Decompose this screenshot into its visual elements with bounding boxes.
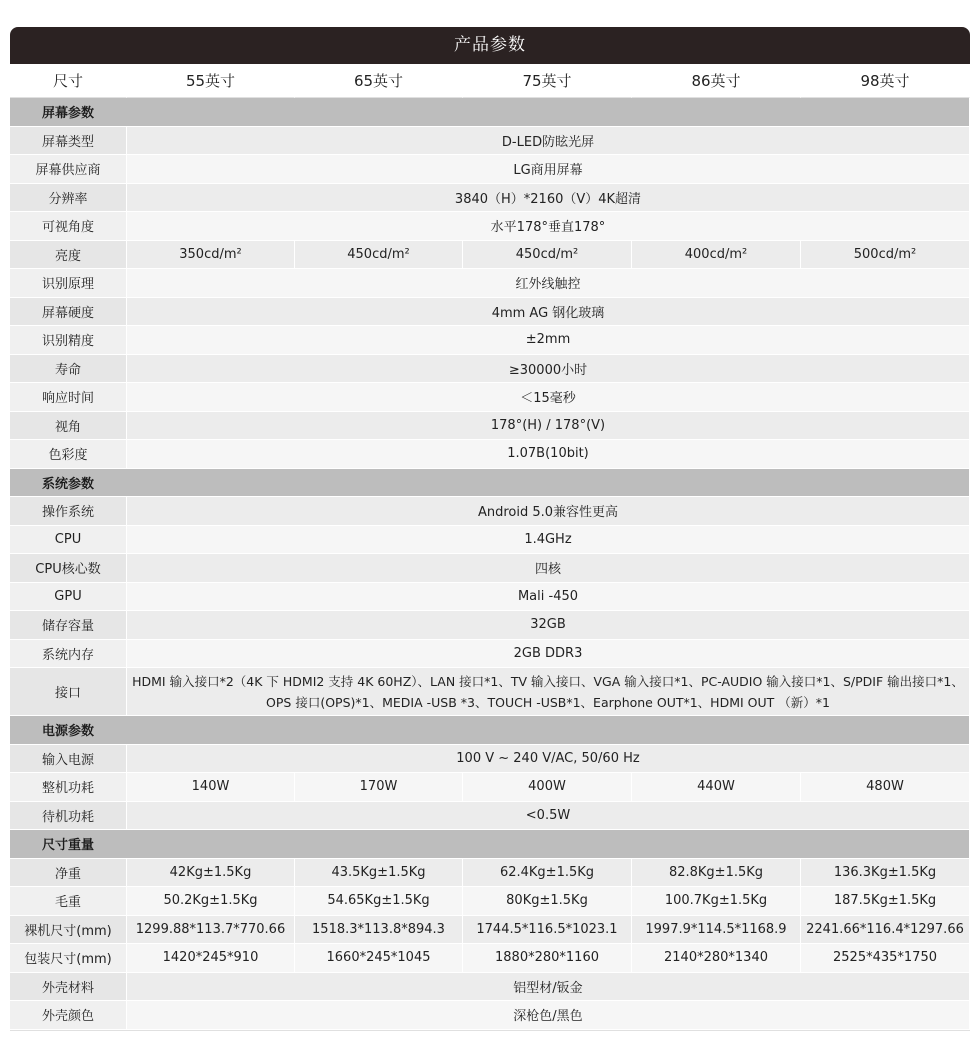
spec-row <box>10 773 970 802</box>
spec-value: HDMI 输入接口*2（4K 下 HDMI2 支持 4K 60HZ）、LAN 接口*1、TV 输入接口、VGA 输入接口*1、PC-AUDIO 输入接口*1、S/PDIF 输出接口*1、OPS 接口(OPS)*1、MEDIA -USB *3、TOUCH -USB*1、Earphone OUT*1、HDMI OUT （新）*1 <box>127 668 970 716</box>
spec-label: 系统内存 <box>10 640 127 669</box>
spec-value: 2GB DDR3 <box>127 640 970 669</box>
spec-value: 187.5Kg±1.5Kg <box>801 887 970 916</box>
spec-value: 400cd/m² <box>632 241 801 270</box>
spec-value: Mali -450 <box>127 583 970 612</box>
spec-label: 整机功耗 <box>10 773 127 802</box>
bottom-rule <box>10 1030 970 1031</box>
spec-label: 操作系统 <box>10 497 127 526</box>
spec-label: 识别精度 <box>10 326 127 355</box>
spec-label: 待机功耗 <box>10 802 127 831</box>
spec-value: 4mm AG 钢化玻璃 <box>127 298 970 327</box>
section-title: 系统参数 <box>10 469 970 498</box>
spec-value: 100.7Kg±1.5Kg <box>632 887 801 916</box>
spec-value: <0.5W <box>127 802 970 831</box>
spec-label: 屏幕硬度 <box>10 298 127 327</box>
spec-label: 响应时间 <box>10 383 127 412</box>
spec-label: 视角 <box>10 412 127 441</box>
spec-row <box>10 412 970 441</box>
spec-row <box>10 859 970 888</box>
spec-label: 分辨率 <box>10 184 127 213</box>
spec-value: 深枪色/黑色 <box>127 1001 970 1030</box>
spec-value: 500cd/m² <box>801 241 970 270</box>
spec-label: 毛重 <box>10 887 127 916</box>
spec-row <box>10 802 970 831</box>
section-title: 电源参数 <box>10 716 970 745</box>
section-title: 尺寸重量 <box>10 830 970 859</box>
spec-row <box>10 887 970 916</box>
spec-value: ＜15毫秒 <box>127 383 970 412</box>
spec-row <box>10 583 970 612</box>
spec-value: 62.4Kg±1.5Kg <box>463 859 632 888</box>
spec-value: 1299.88*113.7*770.66 <box>127 916 295 945</box>
spec-value: 82.8Kg±1.5Kg <box>632 859 801 888</box>
spec-label: 屏幕供应商 <box>10 155 127 184</box>
spec-value: 100 V ~ 240 V/AC, 50/60 Hz <box>127 745 970 774</box>
spec-row <box>10 355 970 384</box>
spec-value: 140W <box>127 773 295 802</box>
spec-value: 1660*245*1045 <box>295 944 463 973</box>
spec-value: 450cd/m² <box>295 241 463 270</box>
spec-row <box>10 611 970 640</box>
spec-row <box>10 640 970 669</box>
spec-value: 480W <box>801 773 970 802</box>
spec-row <box>10 745 970 774</box>
spec-row <box>10 668 970 716</box>
page-title: 产品参数 <box>10 27 970 64</box>
spec-value: 1.07B(10bit) <box>127 440 970 469</box>
spec-label: 储存容量 <box>10 611 127 640</box>
spec-value: 1.4GHz <box>127 526 970 555</box>
section-header <box>10 830 970 859</box>
spec-value: 水平178°垂直178° <box>127 212 970 241</box>
spec-label: 输入电源 <box>10 745 127 774</box>
spec-value: 42Kg±1.5Kg <box>127 859 295 888</box>
spec-row <box>10 127 970 156</box>
spec-value: 400W <box>463 773 632 802</box>
spec-value: 1420*245*910 <box>127 944 295 973</box>
size-header-cell: 65英寸 <box>295 64 463 98</box>
spec-row <box>10 212 970 241</box>
spec-label: 识别原理 <box>10 269 127 298</box>
size-header-cell: 86英寸 <box>632 64 801 98</box>
size-header-cell: 55英寸 <box>127 64 295 98</box>
spec-value: 32GB <box>127 611 970 640</box>
spec-value: 铝型材/钣金 <box>127 973 970 1002</box>
spec-label: 寿命 <box>10 355 127 384</box>
spec-value: 2525*435*1750 <box>801 944 970 973</box>
spec-row <box>10 241 970 270</box>
size-header-label: 尺寸 <box>10 64 127 98</box>
spec-row <box>10 554 970 583</box>
spec-value: 1744.5*116.5*1023.1 <box>463 916 632 945</box>
spec-value: 136.3Kg±1.5Kg <box>801 859 970 888</box>
spec-label: 色彩度 <box>10 440 127 469</box>
spec-value: 3840（H）*2160（V）4K超清 <box>127 184 970 213</box>
spec-label: 包装尺寸(mm) <box>10 944 127 973</box>
spec-row <box>10 383 970 412</box>
spec-row <box>10 916 970 945</box>
spec-row <box>10 497 970 526</box>
spec-label: 外壳材料 <box>10 973 127 1002</box>
size-header-cell: 98英寸 <box>801 64 970 98</box>
spec-row <box>10 1001 970 1030</box>
spec-table <box>10 64 970 1030</box>
spec-value: 红外线触控 <box>127 269 970 298</box>
spec-value: 2241.66*116.4*1297.66 <box>801 916 970 945</box>
spec-label: CPU核心数 <box>10 554 127 583</box>
size-header-cell: 75英寸 <box>463 64 632 98</box>
spec-label: 净重 <box>10 859 127 888</box>
spec-value: 170W <box>295 773 463 802</box>
spec-value: 1997.9*114.5*1168.9 <box>632 916 801 945</box>
spec-value: 2140*280*1340 <box>632 944 801 973</box>
spec-label: 裸机尺寸(mm) <box>10 916 127 945</box>
spec-label: GPU <box>10 583 127 612</box>
size-header-row <box>10 64 970 98</box>
spec-value: 1880*280*1160 <box>463 944 632 973</box>
spec-label: 亮度 <box>10 241 127 270</box>
spec-sheet <box>10 27 970 1031</box>
section-header <box>10 469 970 498</box>
spec-value: 350cd/m² <box>127 241 295 270</box>
section-header <box>10 716 970 745</box>
spec-row <box>10 184 970 213</box>
spec-value: LG商用屏幕 <box>127 155 970 184</box>
spec-value: 四核 <box>127 554 970 583</box>
spec-value: 54.65Kg±1.5Kg <box>295 887 463 916</box>
spec-value: 440W <box>632 773 801 802</box>
spec-value: 50.2Kg±1.5Kg <box>127 887 295 916</box>
spec-row <box>10 440 970 469</box>
spec-label: 外壳颜色 <box>10 1001 127 1030</box>
spec-label: 可视角度 <box>10 212 127 241</box>
spec-value: 450cd/m² <box>463 241 632 270</box>
spec-row <box>10 269 970 298</box>
spec-value: 178°(H) / 178°(V) <box>127 412 970 441</box>
spec-row <box>10 298 970 327</box>
spec-label: 接口 <box>10 668 127 716</box>
spec-label: 屏幕类型 <box>10 127 127 156</box>
spec-value: ±2mm <box>127 326 970 355</box>
spec-value: Android 5.0兼容性更高 <box>127 497 970 526</box>
section-header <box>10 98 970 127</box>
spec-row <box>10 973 970 1002</box>
spec-row <box>10 944 970 973</box>
spec-value: D-LED防眩光屏 <box>127 127 970 156</box>
spec-row <box>10 326 970 355</box>
spec-value: 1518.3*113.8*894.3 <box>295 916 463 945</box>
spec-row <box>10 526 970 555</box>
section-title: 屏幕参数 <box>10 98 970 127</box>
spec-value: ≥30000小时 <box>127 355 970 384</box>
spec-row <box>10 155 970 184</box>
spec-value: 80Kg±1.5Kg <box>463 887 632 916</box>
spec-label: CPU <box>10 526 127 555</box>
spec-value: 43.5Kg±1.5Kg <box>295 859 463 888</box>
